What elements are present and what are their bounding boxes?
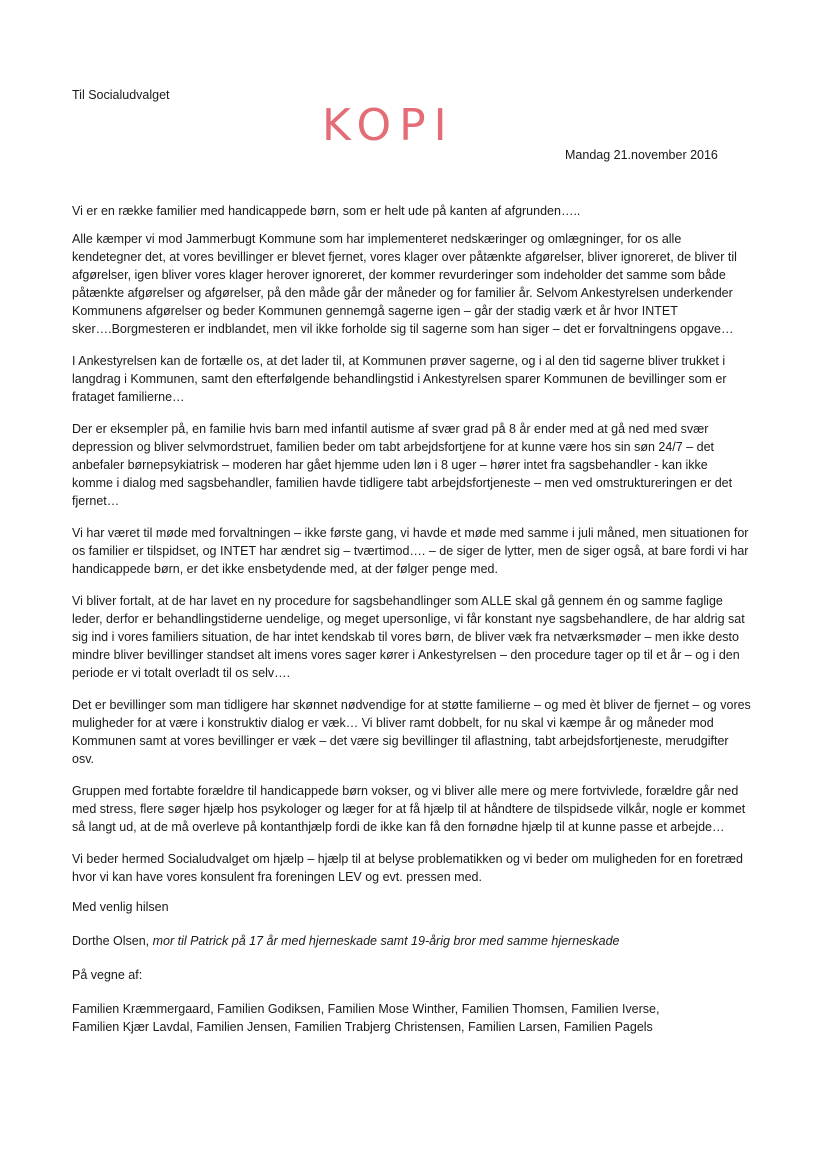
recipient-line: Til Socialudvalget (72, 88, 170, 102)
kopi-stamp: KOPI (322, 100, 455, 151)
signature-line (72, 932, 752, 950)
family-list (72, 1000, 752, 1036)
paragraph-opening: Vi er en række familier med handicappede børn, som er helt ude på kanten af afgrunden….. (72, 204, 581, 218)
paragraph-meeting: Vi har været til møde med forvaltningen – ikke første gang, vi havde et møde med samme i juli måned, men situationen for os familier er tilspidset, og INTET har ændret sig – tværtimod…. – de siger de lytter, men de siger også, at bare fordi vi har handicappede børn, er det ikke ensbetydende med, at der følger penge med. (72, 526, 749, 576)
signer-note: mor til Patrick på 17 år med hjerneskade samt 19-årig bror med samme hjerneskade (149, 934, 620, 948)
letter-body (72, 202, 752, 900)
on-behalf-label: På vegne af: (72, 968, 143, 982)
family-list-line: Familien Kræmmergaard, Familien Godiksen, Familien Mose Winther, Familien Thomsen, Familien Iverse, (72, 1002, 660, 1016)
paragraph-cuts: Alle kæmper vi mod Jammerbugt Kommune som har implementeret nedskæringer og omlægninger, for os alle kendetegner det, at vores bevillinger er blevet fjernet, vores klager over påtænkte afgørelser, bliver ignoreret, de bliver til afgørelser, igen bliver vores klager herover ignoreret, der kommer revurderinger som indeholder det samme som både påtænkte afgørelser og afgørelser, på den måde går der måneder og for familier år. Selvom Ankestyrelsen underkender Kommunens afgørelser og beder Kommunen gennemgå sagerne igen – går der stadig værk et år hvor INTET sker….Borgmesteren er indblandet, men vil ikke forholde sig til sagerne som han siger – det er forvaltningens opgave… (72, 232, 737, 336)
paragraph-request: Vi beder hermed Socialudvalget om hjælp – hjælp til at belyse problematikken og vi beder om muligheden for en foretræd hvor vi kan have vores konsulent fra foreningen LEV og evt. pressen med. (72, 852, 743, 884)
closing-greeting: Med venlig hilsen (72, 900, 169, 914)
signer-name: Dorthe Olsen, (72, 934, 150, 948)
letter-date: Mandag 21.november 2016 (565, 148, 718, 162)
paragraph-procedure: Vi bliver fortalt, at de har lavet en ny procedure for sagsbehandlinger som ALLE skal gå gennem én og samme faglige leder, derfor er behandlingstiderne uendelige, og meget upersonlige, vi får konstant nye sagsbehandlere, de har aldrig sat sig ind i vores familiers situation, de har intet kendskab til vores børn, de bliver væk fra netværksmøder – men ikke desto mindre bliver bevillinger standset alt imens vores sager kører i Ankestyrelsen – den procedure tager op til et år – og i den periode er vi totalt overladt til os selv…. (72, 594, 745, 680)
paragraph-example: Der er eksempler på, en familie hvis barn med infantil autisme af svær grad på 8 år ender med at gå ned med svær depression og bliver selvmordstruet, familien beder om tabt arbejdsfortjene for at kunne være hos sin søn 24/7 – det anbefaler børnepsykiatrisk – moderen har gået hjemme uden løn i 8 uger – hører intet fra sagsbehandler - kan ikke komme i dialog med sagsbehandler, familien havde tidligere tabt arbejdsfortjeneste – men ved omstruktureringen er det fjernet… (72, 422, 733, 508)
paragraph-grants: Det er bevillinger som man tidligere har skønnet nødvendige for at støtte familierne – og med èt bliver de fjernet – og vores muligheder for at være i konstruktiv dialog er væk… Vi bliver ramt dobbelt, for nu skal vi kæmpe år og måneder mod Kommunen samt at vores bevillinger er væk – det være sig bevillinger til aflastning, tabt arbejdsfortjeneste, merudgifter osv. (72, 698, 751, 766)
paragraph-ankestyrelsen: I Ankestyrelsen kan de fortælle os, at det lader til, at Kommunen prøver sagerne, og i al den tid sagerne bliver trukket i langdrag i Kommunen, samt den efterfølgende behandlingstid i Ankestyrelsen sparer Kommunen de bevillinger som er frataget familierne… (72, 354, 727, 404)
family-list-line: Familien Kjær Lavdal, Familien Jensen, Familien Trabjerg Christensen, Familien Larsen, Familien Pagels (72, 1020, 653, 1034)
letter-closing (72, 898, 752, 1036)
paragraph-group: Gruppen med fortabte forældre til handicappede børn vokser, og vi bliver alle mere og mere fortvivlede, forældre går ned med stress, flere søger hjælp hos psykologer og læger for at få hjælp til at håndtere de tilspidsede vilkår, nogle er kommet så langt ud, at de må overleve på kontanthjælp fordi de ikke kan få den fornødne hjælp til at kunne passe et arbejde… (72, 784, 746, 834)
